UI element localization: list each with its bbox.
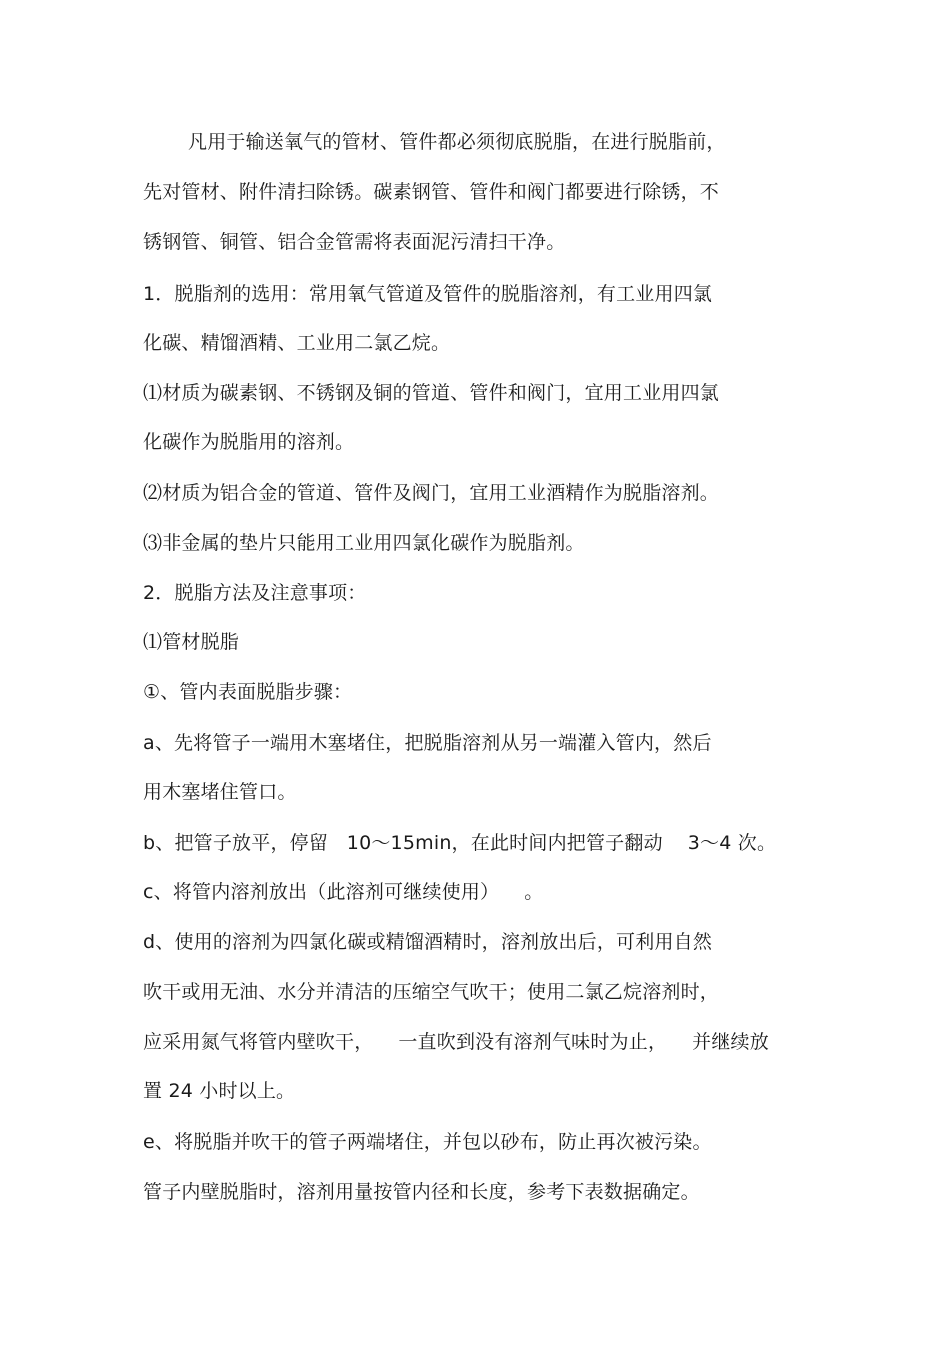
section-heading-2: 2．脱脂方法及注意事项：: [143, 582, 367, 604]
paragraph-line: 吹干或用无油、水分并清洁的压缩空气吹干；使用二氯乙烷溶剂时，: [143, 981, 720, 1003]
paragraph-line: 置 24 小时以上。: [143, 1080, 296, 1102]
list-item: ⑶非金属的垫片只能用工业用四氯化碳作为脱脂剂。: [143, 532, 585, 554]
list-item: ⑵材质为铝合金的管道、管件及阀门，宜用工业酒精作为脱脂溶剂。: [143, 482, 720, 504]
list-item: b、把管子放平，停留 10～15min，在此时间内把管子翻动 3～4 次。: [143, 832, 777, 854]
list-item: c、将管内溶剂放出（此溶剂可继续使用） 。: [143, 881, 544, 903]
paragraph-line: 锈钢管、铜管、铝合金管需将表面泥污清扫干净。: [143, 231, 566, 253]
paragraph-line: 应采用氮气将管内壁吹干， 一直吹到没有溶剂气味时为止， 并继续放: [143, 1031, 769, 1053]
paragraph-line: 凡用于输送氧气的管材、管件都必须彻底脱脂，在进行脱脂前，: [188, 131, 726, 153]
paragraph-line: 化碳、精馏酒精、工业用二氯乙烷。: [143, 332, 451, 354]
paragraph-line: 先对管材、附件清扫除锈。碳素钢管、管件和阀门都要进行除锈，不: [143, 181, 720, 203]
paragraph-line: 用木塞堵住管口。: [143, 781, 297, 803]
list-item: d、使用的溶剂为四氯化碳或精馏酒精时，溶剂放出后，可利用自然: [143, 931, 713, 953]
paragraph-line: 化碳作为脱脂用的溶剂。: [143, 431, 355, 453]
list-item: ⑴材质为碳素钢、不锈钢及铜的管道、管件和阀门，宜用工业用四氯: [143, 382, 720, 404]
section-heading-1: 1．脱脂剂的选用：常用氧气管道及管件的脱脂溶剂，有工业用四氯: [143, 283, 713, 305]
subsection-heading: ⑴管材脱脂: [143, 631, 240, 653]
list-item: e、将脱脂并吹干的管子两端堵住，并包以砂布，防止再次被污染。: [143, 1131, 712, 1153]
list-item: a、先将管子一端用木塞堵住，把脱脂溶剂从另一端灌入管内，然后: [143, 732, 712, 754]
step-heading: ①、管内表面脱脂步骤：: [143, 681, 353, 703]
paragraph-line: 管子内壁脱脂时，溶剂用量按管内径和长度，参考下表数据确定。: [143, 1181, 700, 1203]
